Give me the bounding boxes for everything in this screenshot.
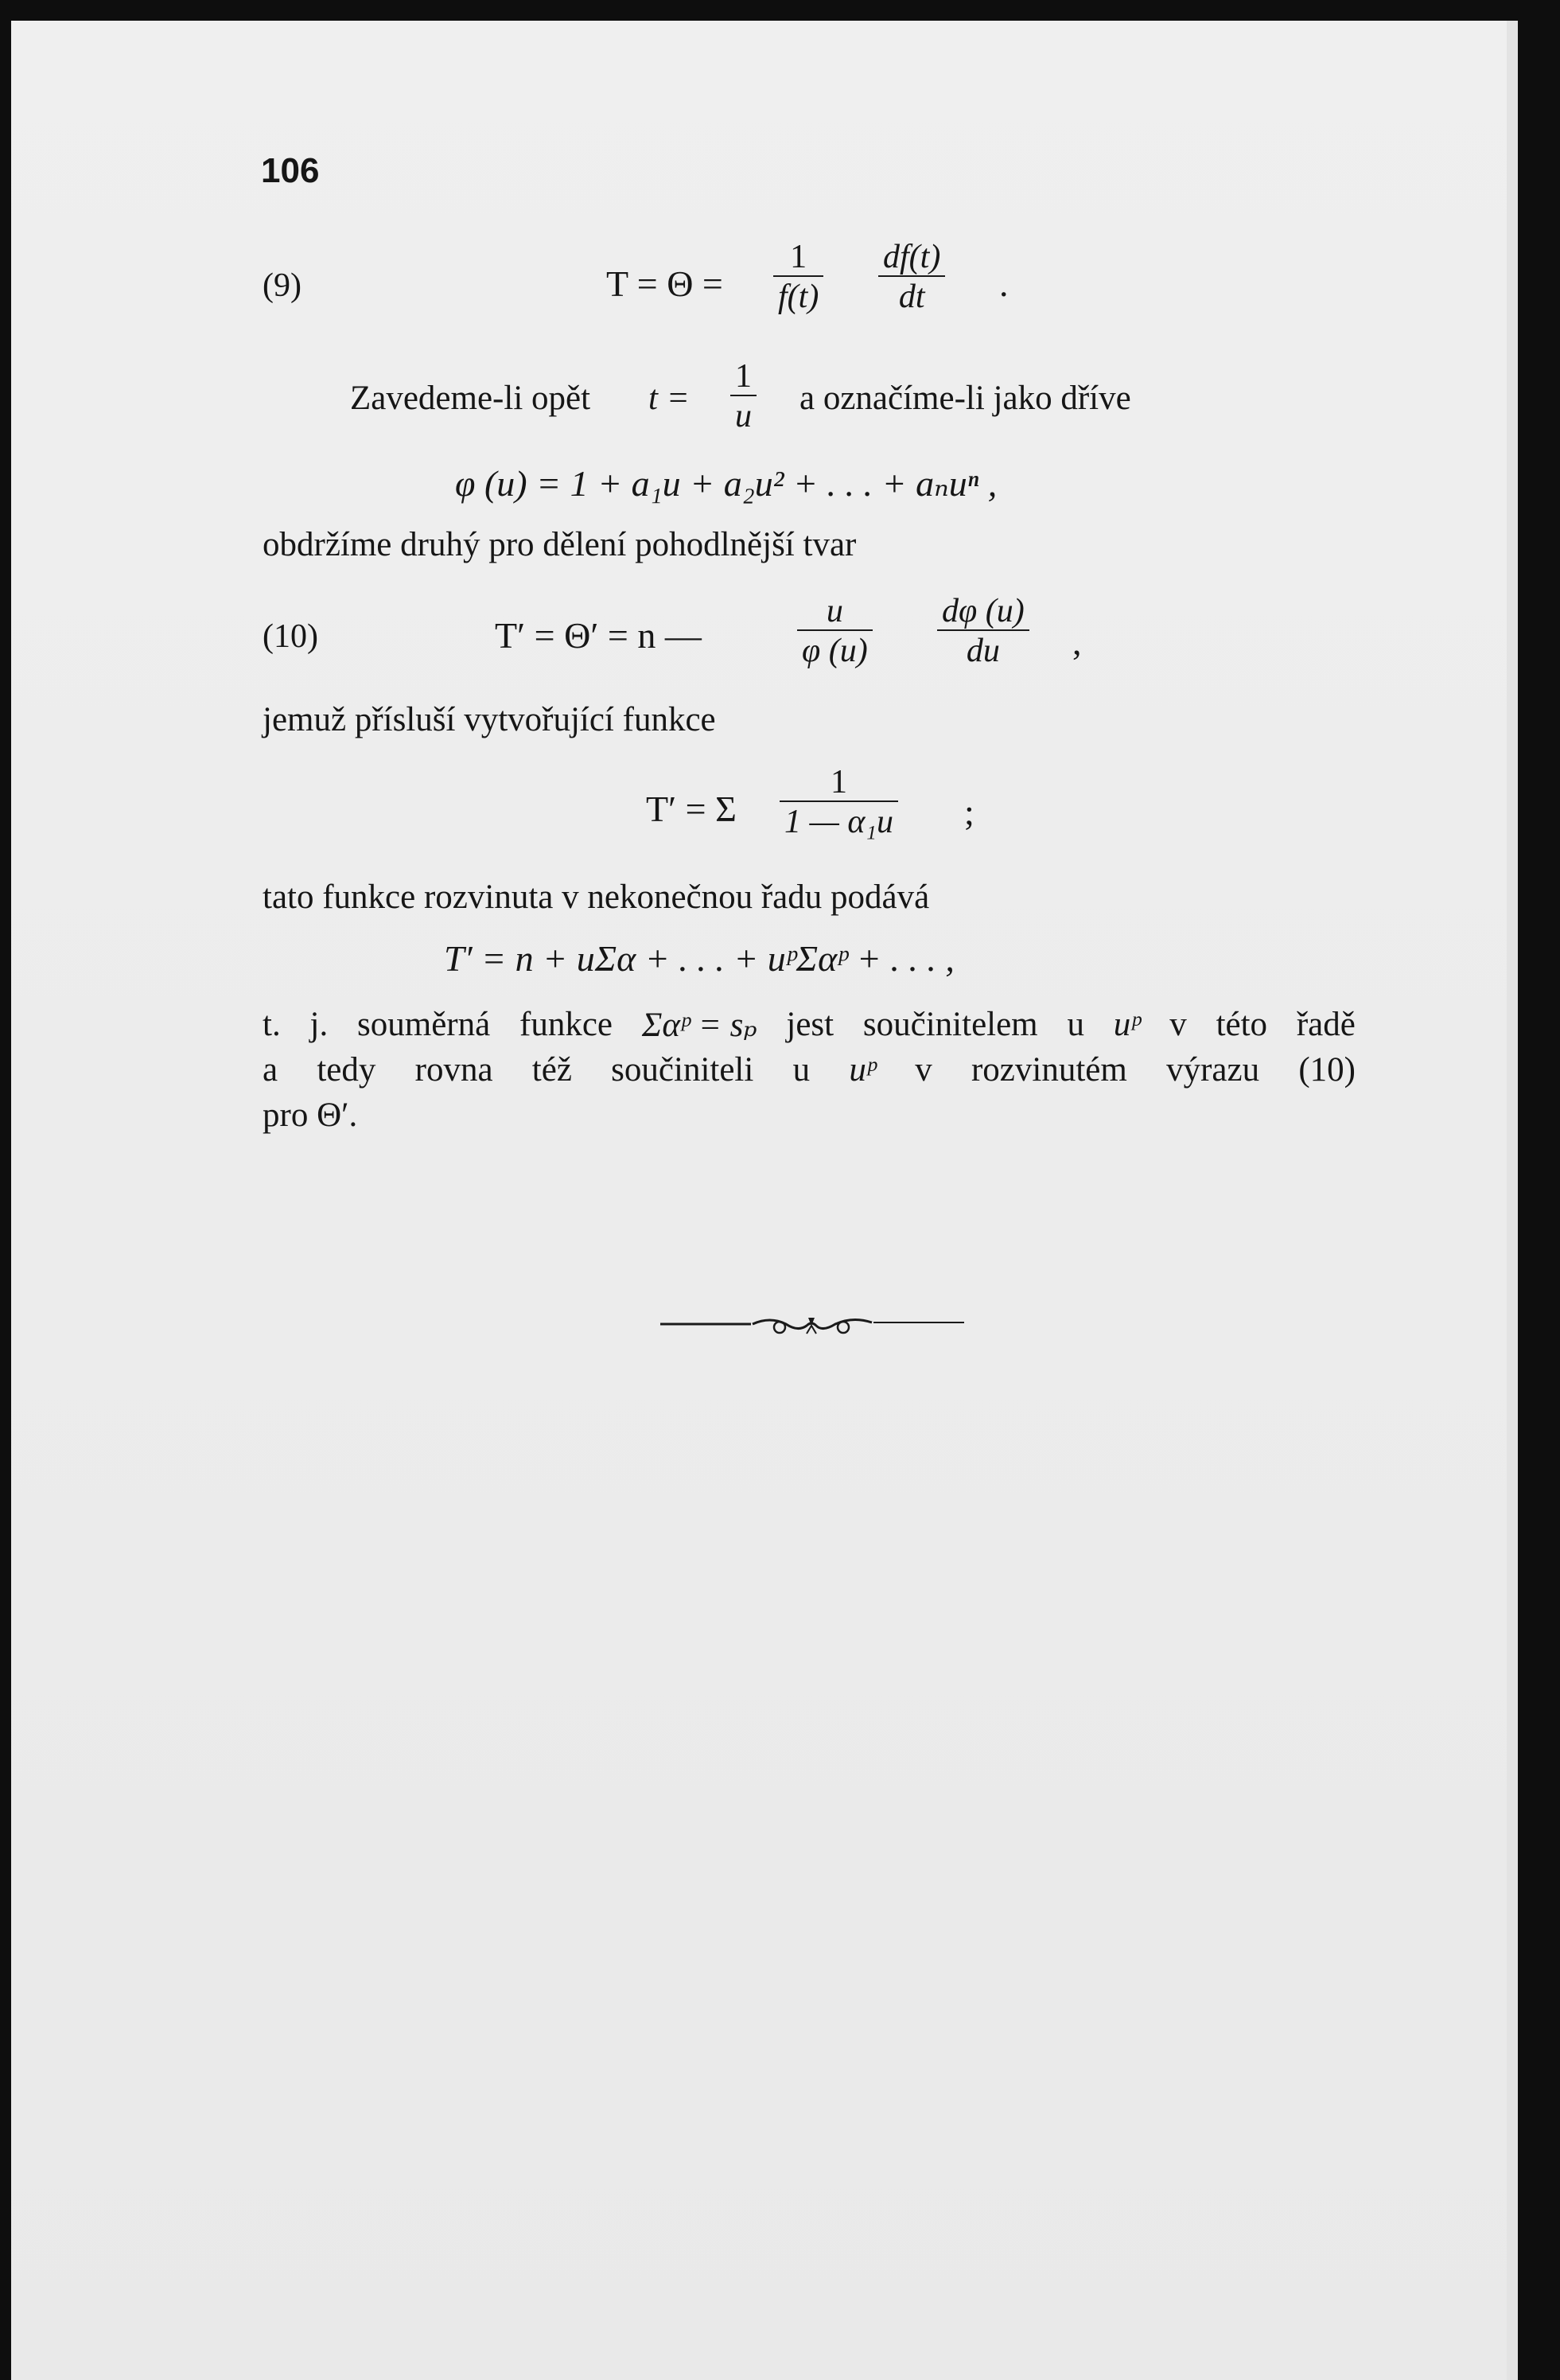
fraction-numerator: df(t) xyxy=(883,239,941,275)
equation-9-fraction-1 xyxy=(773,239,823,317)
intro-fraction xyxy=(730,358,757,436)
word: tedy xyxy=(317,1051,376,1089)
word: součinitelem xyxy=(862,1006,1038,1043)
ornament-icon xyxy=(659,1313,966,1342)
fraction-numerator: 1 xyxy=(831,764,847,800)
fraction-denominator: φ (u) xyxy=(802,633,868,669)
word: v xyxy=(915,1051,932,1089)
word: jest xyxy=(786,1006,834,1043)
phi-polynomial: φ (u) = 1 + a₁u + a₂u² + . . . + aₙuⁿ , xyxy=(455,463,998,504)
intro-text-before: Zavedeme-li opět xyxy=(350,380,591,417)
word: rozvinutém xyxy=(971,1051,1127,1089)
fraction-numerator: u xyxy=(826,593,843,629)
series-expansion: T′ = n + uΣα + . . . + uᵖΣαᵖ + . . . , xyxy=(444,938,955,979)
text-line-obdrzime: obdržíme druhý pro dělení pohodlnější tvar xyxy=(263,526,857,563)
fraction-denominator: 1 — α₁u xyxy=(784,804,893,840)
generating-function-end: ; xyxy=(964,792,975,832)
fraction-denominator: du xyxy=(966,633,1000,669)
word: (10) xyxy=(1298,1051,1356,1089)
text-line-jemuz: jemuž přísluší vytvořující funkce xyxy=(263,701,716,738)
section-end-ornament xyxy=(659,1313,966,1342)
intro-variable: t = xyxy=(648,380,690,417)
closing-line-2 xyxy=(263,1050,1356,1089)
equation-10-fraction-2 xyxy=(937,593,1029,671)
equation-10-label: (10) xyxy=(263,618,318,655)
fraction-numerator: dφ (u) xyxy=(942,593,1025,629)
word: souměrná xyxy=(357,1006,491,1043)
closing-line-1 xyxy=(263,1005,1356,1045)
word: j. xyxy=(309,1006,329,1043)
word: funkce xyxy=(519,1006,613,1043)
power-term: uᵖ xyxy=(1113,1006,1141,1043)
power-sum-formula: Σαᵖ = sₚ xyxy=(641,1007,757,1044)
fraction-denominator: dt xyxy=(898,279,925,315)
intro-text-after: a označíme-li jako dříve xyxy=(799,380,1131,417)
equation-9-fraction-2 xyxy=(878,239,945,317)
generating-function-lhs: T′ = Σ xyxy=(646,789,737,829)
word: u xyxy=(1067,1006,1084,1043)
word: rovna xyxy=(414,1051,493,1089)
power-term: uᵖ xyxy=(849,1051,876,1089)
equation-10-lhs: T′ = Θ′ = n — xyxy=(495,615,702,656)
fraction-numerator: 1 xyxy=(790,239,807,275)
word: této xyxy=(1216,1006,1268,1043)
equation-9-end: . xyxy=(999,263,1009,304)
closing-line-3: pro Θ′. xyxy=(263,1097,358,1134)
equation-10-end: , xyxy=(1072,621,1082,662)
word: řadě xyxy=(1296,1006,1356,1043)
word: t. xyxy=(263,1006,281,1043)
text-line-tato: tato funkce rozvinuta v nekonečnou řadu podává xyxy=(263,878,930,916)
equation-9-lhs: T = Θ = xyxy=(606,263,723,304)
word: u xyxy=(792,1051,811,1089)
equation-9-label: (9) xyxy=(263,267,301,304)
word: v xyxy=(1169,1006,1187,1043)
word: a xyxy=(263,1051,278,1089)
page-number: 106 xyxy=(261,151,320,190)
word: výrazu xyxy=(1166,1051,1260,1089)
word: též xyxy=(531,1051,572,1089)
book-page xyxy=(11,21,1507,2380)
fraction-denominator: f(t) xyxy=(778,279,819,315)
word: součiniteli xyxy=(611,1051,754,1089)
page-edge xyxy=(1507,21,1518,2380)
equation-10-fraction-1 xyxy=(797,593,873,671)
generating-function-fraction xyxy=(780,764,898,842)
fraction-numerator: 1 xyxy=(735,358,752,395)
fraction-denominator: u xyxy=(735,398,752,434)
